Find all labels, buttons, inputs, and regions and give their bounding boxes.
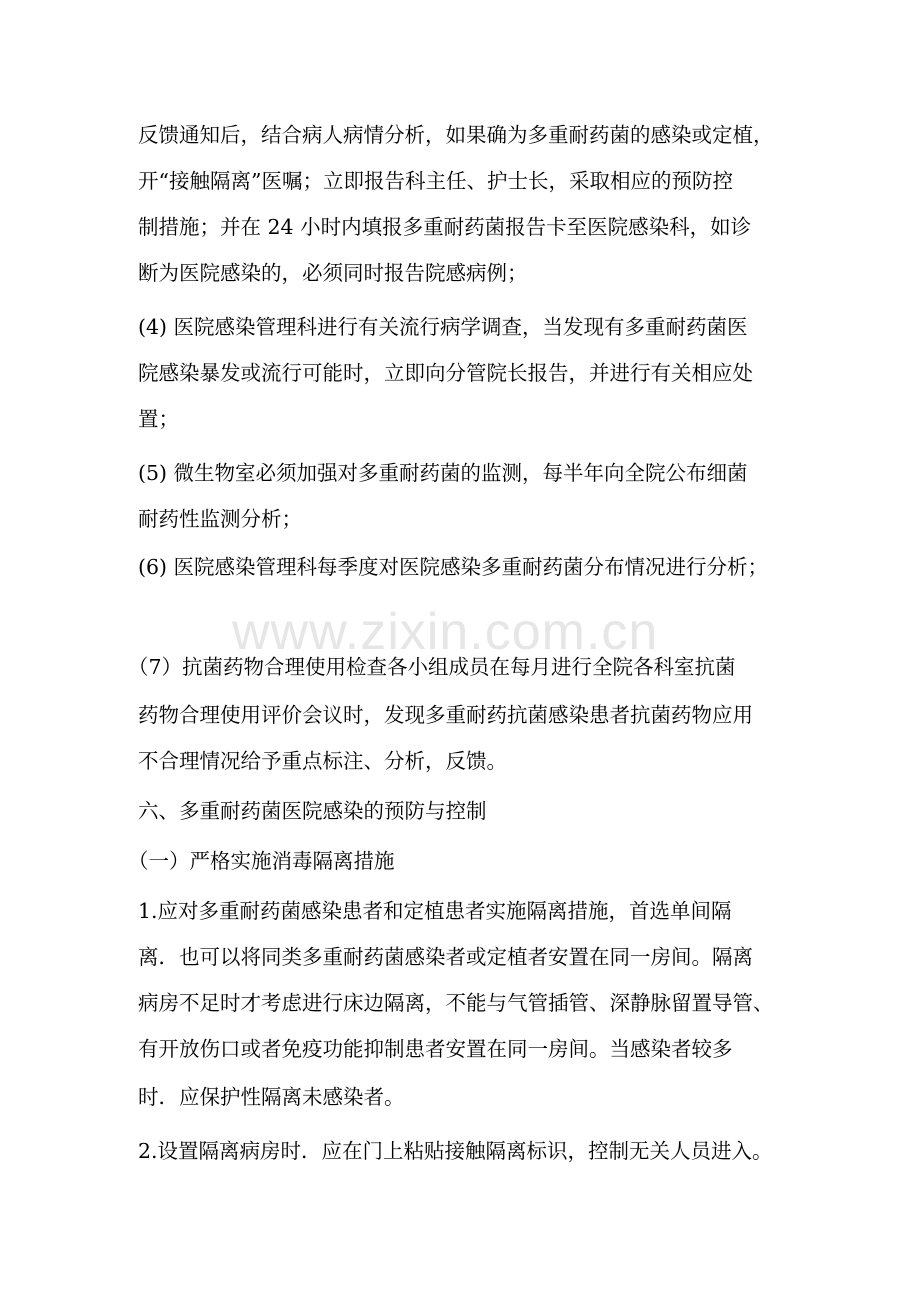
text-line: 置；: [138, 407, 179, 431]
subsection-heading: （一）严格实施消毒隔离措施: [128, 849, 395, 873]
text-line: 2.设置隔离病房时．应在门上粘贴接触隔离标识，控制无关人员进入。: [138, 1139, 773, 1163]
text-line: (4) 医院感染管理科进行有关流行病学调查，当发现有多重耐药菌医: [138, 315, 748, 339]
text-line: 时．应保护性隔离未感染者。: [138, 1085, 405, 1109]
text-line: 反馈通知后，结合病人病情分析，如果确为多重耐药菌的感染或定植，: [138, 123, 774, 147]
text-line: （7）抗菌药物合理使用检查各小组成员在每月进行全院各科室抗菌: [128, 655, 736, 679]
text-line: 有开放伤口或者免疫功能抑制患者安置在同一房间。当感染者较多: [138, 1037, 733, 1061]
text-line: 药物合理使用评价会议时，发现多重耐药抗菌感染患者抗菌药物应用: [138, 703, 753, 727]
text-line: 耐药性监测分析；: [138, 507, 302, 531]
text-line: 病房不足时才考虑进行床边隔离，不能与气管插管、深静脉留置导管、: [138, 991, 774, 1015]
text-line: 离．也可以将同类多重耐药菌感染者或定植者安置在同一房间。隔离: [138, 945, 753, 969]
text-line: 1.应对多重耐药菌感染患者和定植患者实施隔离措施，首选单间隔: [138, 899, 732, 923]
text-line: (5) 微生物室必须加强对多重耐药菌的监测，每半年向全院公布细菌: [138, 461, 748, 485]
text-line: (6) 医院感染管理科每季度对医院感染多重耐药菌分布情况进行分析；: [138, 555, 769, 579]
text-line: 断为医院感染的，必须同时报告院感病例；: [138, 261, 528, 285]
text-line: 制措施；并在 24 小时内填报多重耐药菌报告卡至医院感染科，如诊: [138, 215, 752, 239]
section-heading: 六、多重耐药菌医院感染的预防与控制: [138, 799, 487, 823]
watermark: www.zixin.com.cn: [232, 603, 659, 661]
text-line: 不合理情况给予重点标注、分析，反馈。: [138, 749, 507, 773]
text-line: 开“接触隔离”医嘱；立即报告科主任、护士长，采取相应的预防控: [138, 169, 733, 193]
text-line: 院感染暴发或流行可能时，立即向分管院长报告，并进行有关相应处: [138, 361, 753, 385]
